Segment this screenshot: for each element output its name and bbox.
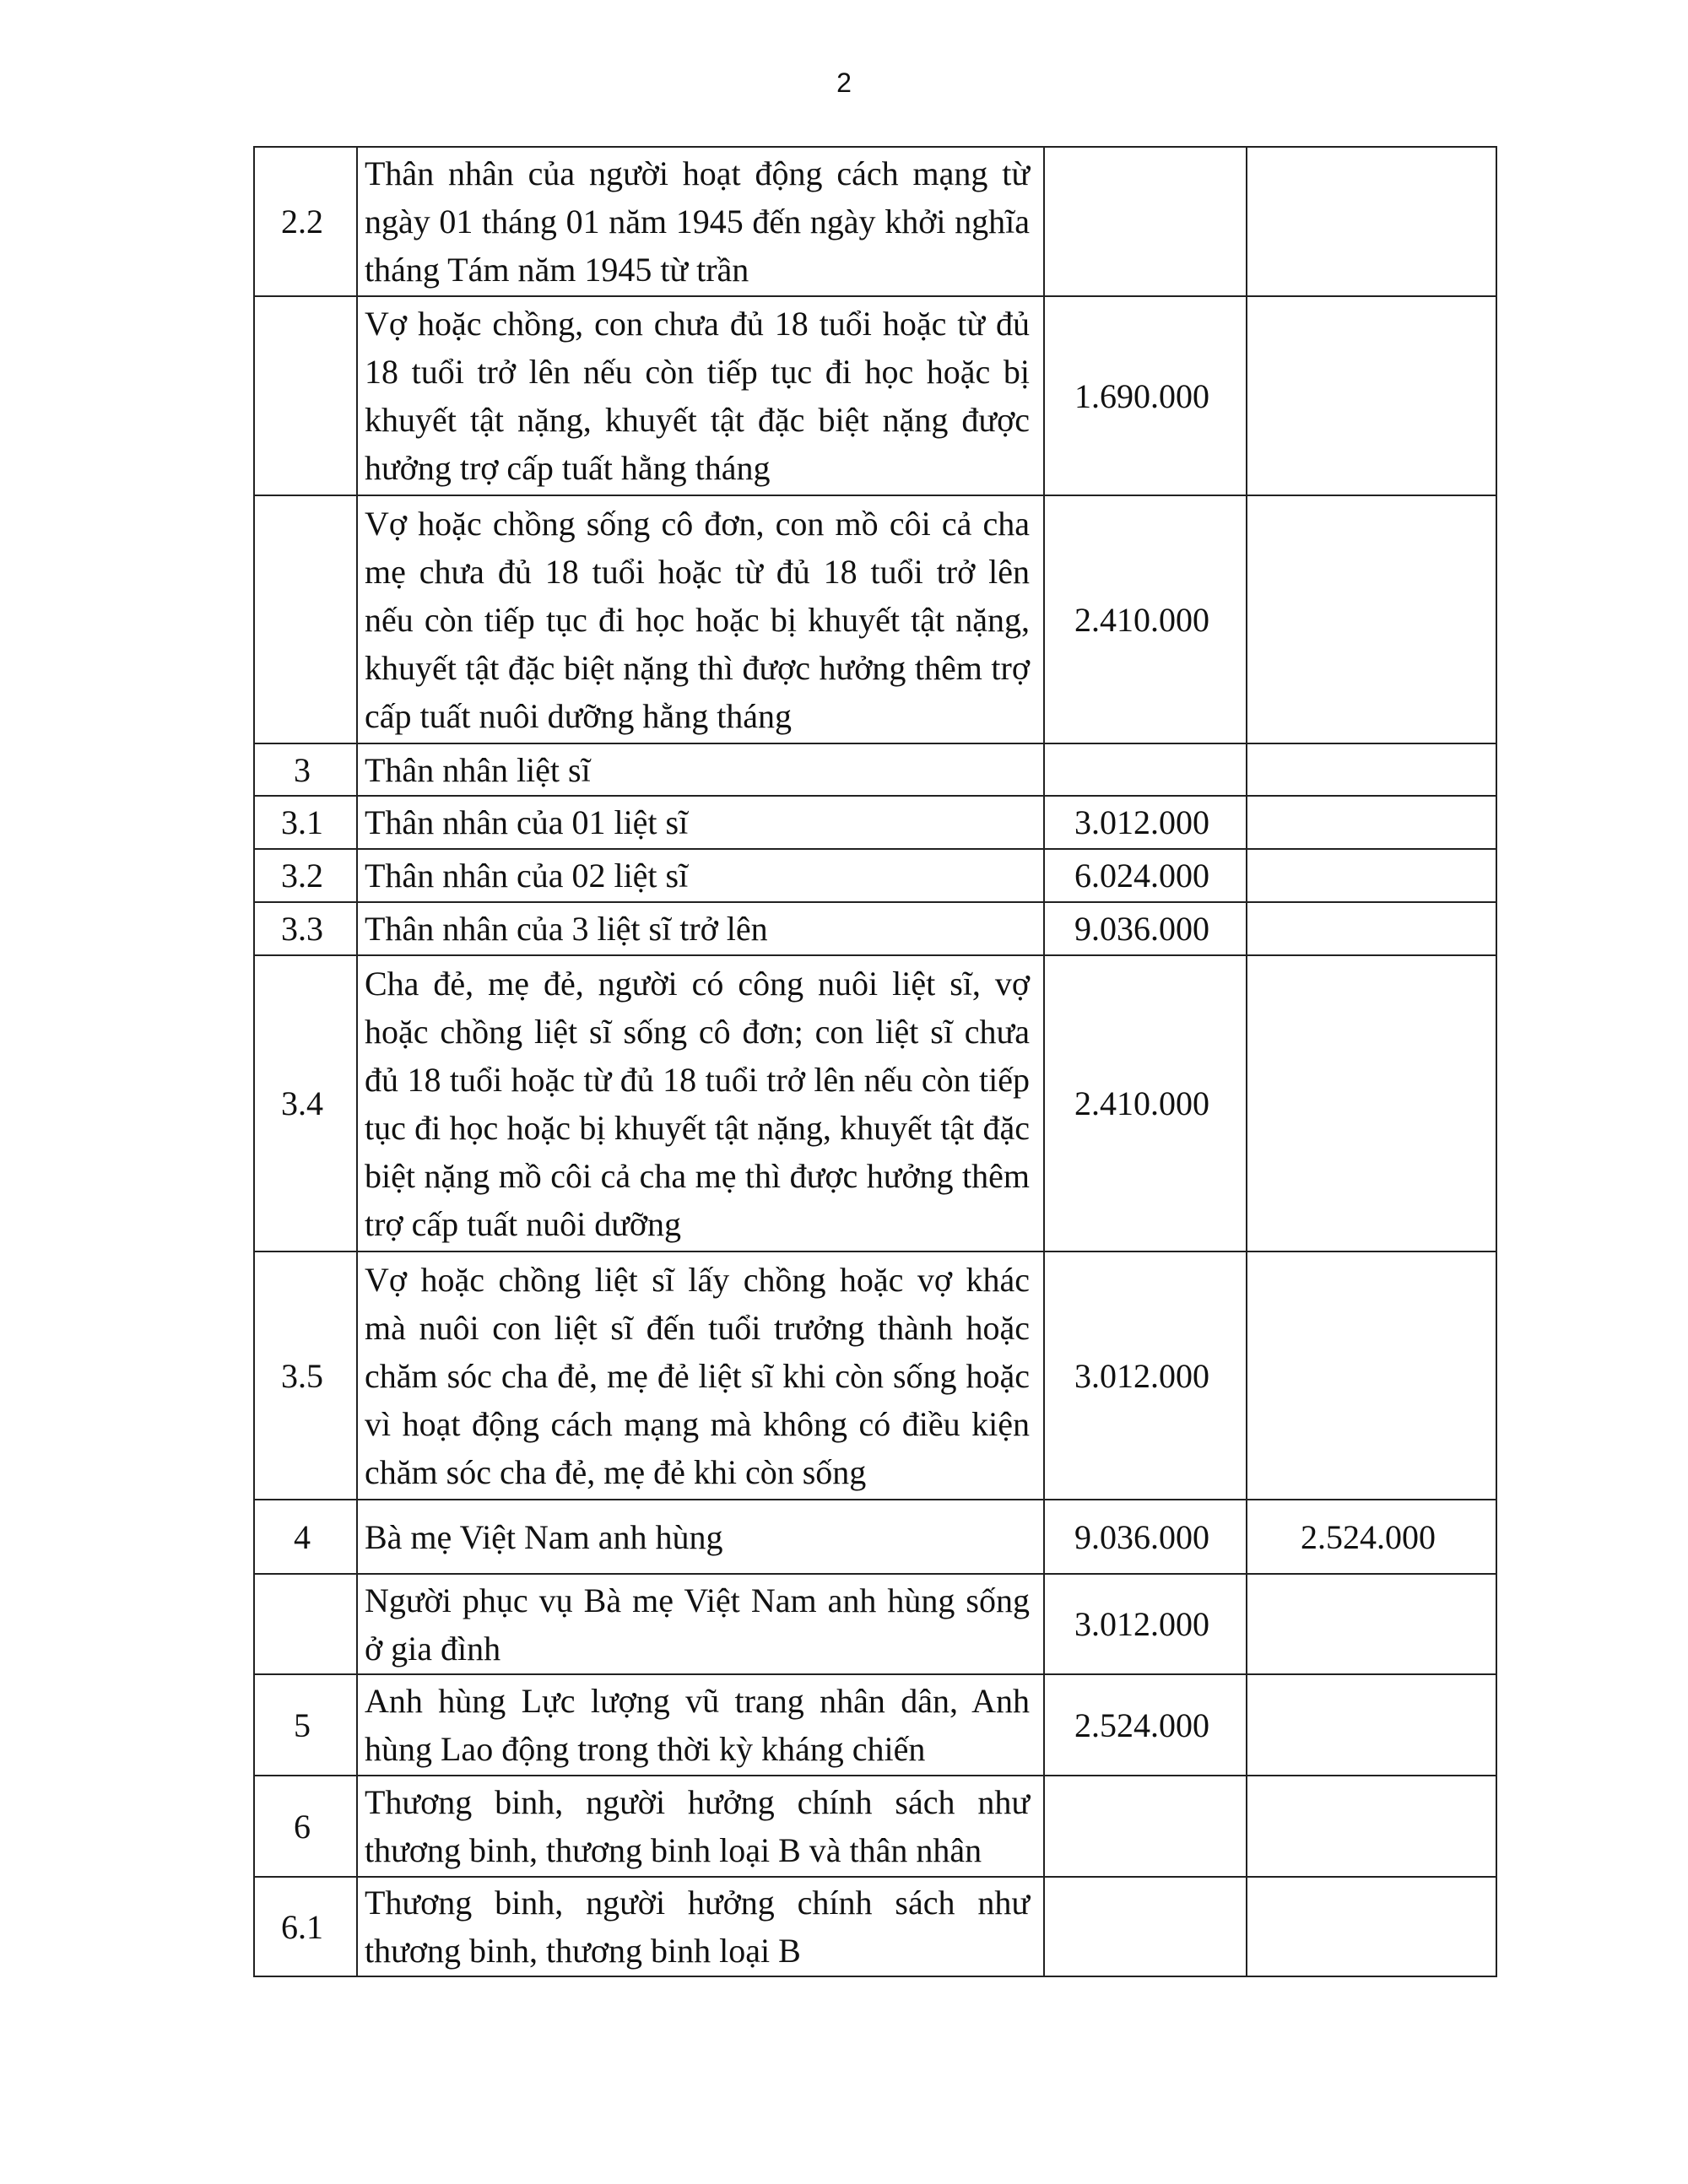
row-number — [254, 495, 357, 743]
row-description: Cha đẻ, mẹ đẻ, người có công nuôi liệt sĩ, vợ hoặc chồng liệt sĩ sống cô đơn; con liệt sĩ chưa đủ 18 tuổi hoặc từ đủ 18 tuổi trở lên nếu còn tiếp tục đi học hoặc bị khuyết tật nặng, khuyết tật đặc biệt nặng mồ côi cả cha mẹ thì được hưởng thêm trợ cấp tuất nuôi dưỡng — [357, 955, 1044, 1251]
row-description: Anh hùng Lực lượng vũ trang nhân dân, Anh hùng Lao động trong thời kỳ kháng chiến — [357, 1674, 1044, 1776]
row-extra-amount — [1247, 902, 1496, 955]
table-row — [254, 849, 1496, 902]
row-number: 3.5 — [254, 1251, 357, 1500]
row-description: Thân nhân liệt sĩ — [357, 743, 1044, 796]
table-row — [254, 1674, 1496, 1776]
row-description: Thân nhân của 3 liệt sĩ trở lên — [357, 902, 1044, 955]
row-description: Thân nhân của người hoạt động cách mạng từ ngày 01 tháng 01 năm 1945 đến ngày khởi nghĩa tháng Tám năm 1945 từ trần — [357, 147, 1044, 296]
table-row — [254, 1500, 1496, 1574]
row-amount: 2.410.000 — [1044, 495, 1247, 743]
table-row — [254, 1877, 1496, 1976]
row-number: 3.4 — [254, 955, 357, 1251]
row-description: Thân nhân của 01 liệt sĩ — [357, 796, 1044, 849]
table-row — [254, 796, 1496, 849]
row-number: 3.1 — [254, 796, 357, 849]
row-description: Bà mẹ Việt Nam anh hùng — [357, 1500, 1044, 1574]
page-number: 2 — [836, 68, 852, 98]
row-description: Vợ hoặc chồng, con chưa đủ 18 tuổi hoặc từ đủ 18 tuổi trở lên nếu còn tiếp tục đi học hoặc bị khuyết tật nặng, khuyết tật đặc biệt nặng được hưởng trợ cấp tuất hằng tháng — [357, 296, 1044, 495]
row-extra-amount — [1247, 296, 1496, 495]
row-extra-amount — [1247, 955, 1496, 1251]
row-amount: 2.524.000 — [1044, 1674, 1247, 1776]
row-amount — [1044, 147, 1247, 296]
row-extra-amount — [1247, 1574, 1496, 1674]
row-number: 5 — [254, 1674, 357, 1776]
row-description: Người phục vụ Bà mẹ Việt Nam anh hùng sống ở gia đình — [357, 1574, 1044, 1674]
table-row — [254, 743, 1496, 796]
row-extra-amount — [1247, 1251, 1496, 1500]
table-row — [254, 1251, 1496, 1500]
benefits-table — [253, 146, 1497, 1977]
row-description: Thương binh, người hưởng chính sách như thương binh, thương binh loại B và thân nhân — [357, 1776, 1044, 1877]
row-extra-amount — [1247, 849, 1496, 902]
table-row — [254, 955, 1496, 1251]
row-amount: 9.036.000 — [1044, 902, 1247, 955]
table-row — [254, 296, 1496, 495]
row-extra-amount — [1247, 1776, 1496, 1877]
row-amount: 9.036.000 — [1044, 1500, 1247, 1574]
row-number — [254, 296, 357, 495]
row-description: Vợ hoặc chồng sống cô đơn, con mồ côi cả cha mẹ chưa đủ 18 tuổi hoặc từ đủ 18 tuổi trở lên nếu còn tiếp tục đi học hoặc bị khuyết tật nặng, khuyết tật đặc biệt nặng thì được hưởng thêm trợ cấp tuất nuôi dưỡng hằng tháng — [357, 495, 1044, 743]
row-amount — [1044, 743, 1247, 796]
table-row — [254, 1574, 1496, 1674]
row-number: 2.2 — [254, 147, 357, 296]
row-extra-amount: 2.524.000 — [1247, 1500, 1496, 1574]
row-number: 6.1 — [254, 1877, 357, 1976]
row-amount: 3.012.000 — [1044, 1251, 1247, 1500]
row-number — [254, 1574, 357, 1674]
table-row — [254, 902, 1496, 955]
row-amount: 3.012.000 — [1044, 796, 1247, 849]
row-amount — [1044, 1877, 1247, 1976]
table-row — [254, 1776, 1496, 1877]
table-row — [254, 495, 1496, 743]
row-extra-amount — [1247, 1674, 1496, 1776]
row-amount: 2.410.000 — [1044, 955, 1247, 1251]
row-number: 3 — [254, 743, 357, 796]
row-description: Vợ hoặc chồng liệt sĩ lấy chồng hoặc vợ khác mà nuôi con liệt sĩ đến tuổi trưởng thành hoặc chăm sóc cha đẻ, mẹ đẻ liệt sĩ khi còn sống hoặc vì hoạt động cách mạng mà không có điều kiện chăm sóc cha đẻ, mẹ đẻ khi còn sống — [357, 1251, 1044, 1500]
row-extra-amount — [1247, 743, 1496, 796]
row-extra-amount — [1247, 796, 1496, 849]
row-description: Thương binh, người hưởng chính sách như thương binh, thương binh loại B — [357, 1877, 1044, 1976]
row-extra-amount — [1247, 1877, 1496, 1976]
row-number: 6 — [254, 1776, 357, 1877]
row-amount — [1044, 1776, 1247, 1877]
row-number: 3.2 — [254, 849, 357, 902]
row-amount: 6.024.000 — [1044, 849, 1247, 902]
table-row — [254, 147, 1496, 296]
row-extra-amount — [1247, 495, 1496, 743]
row-amount: 1.690.000 — [1044, 296, 1247, 495]
row-amount: 3.012.000 — [1044, 1574, 1247, 1674]
row-number: 4 — [254, 1500, 357, 1574]
row-number: 3.3 — [254, 902, 357, 955]
row-extra-amount — [1247, 147, 1496, 296]
row-description: Thân nhân của 02 liệt sĩ — [357, 849, 1044, 902]
